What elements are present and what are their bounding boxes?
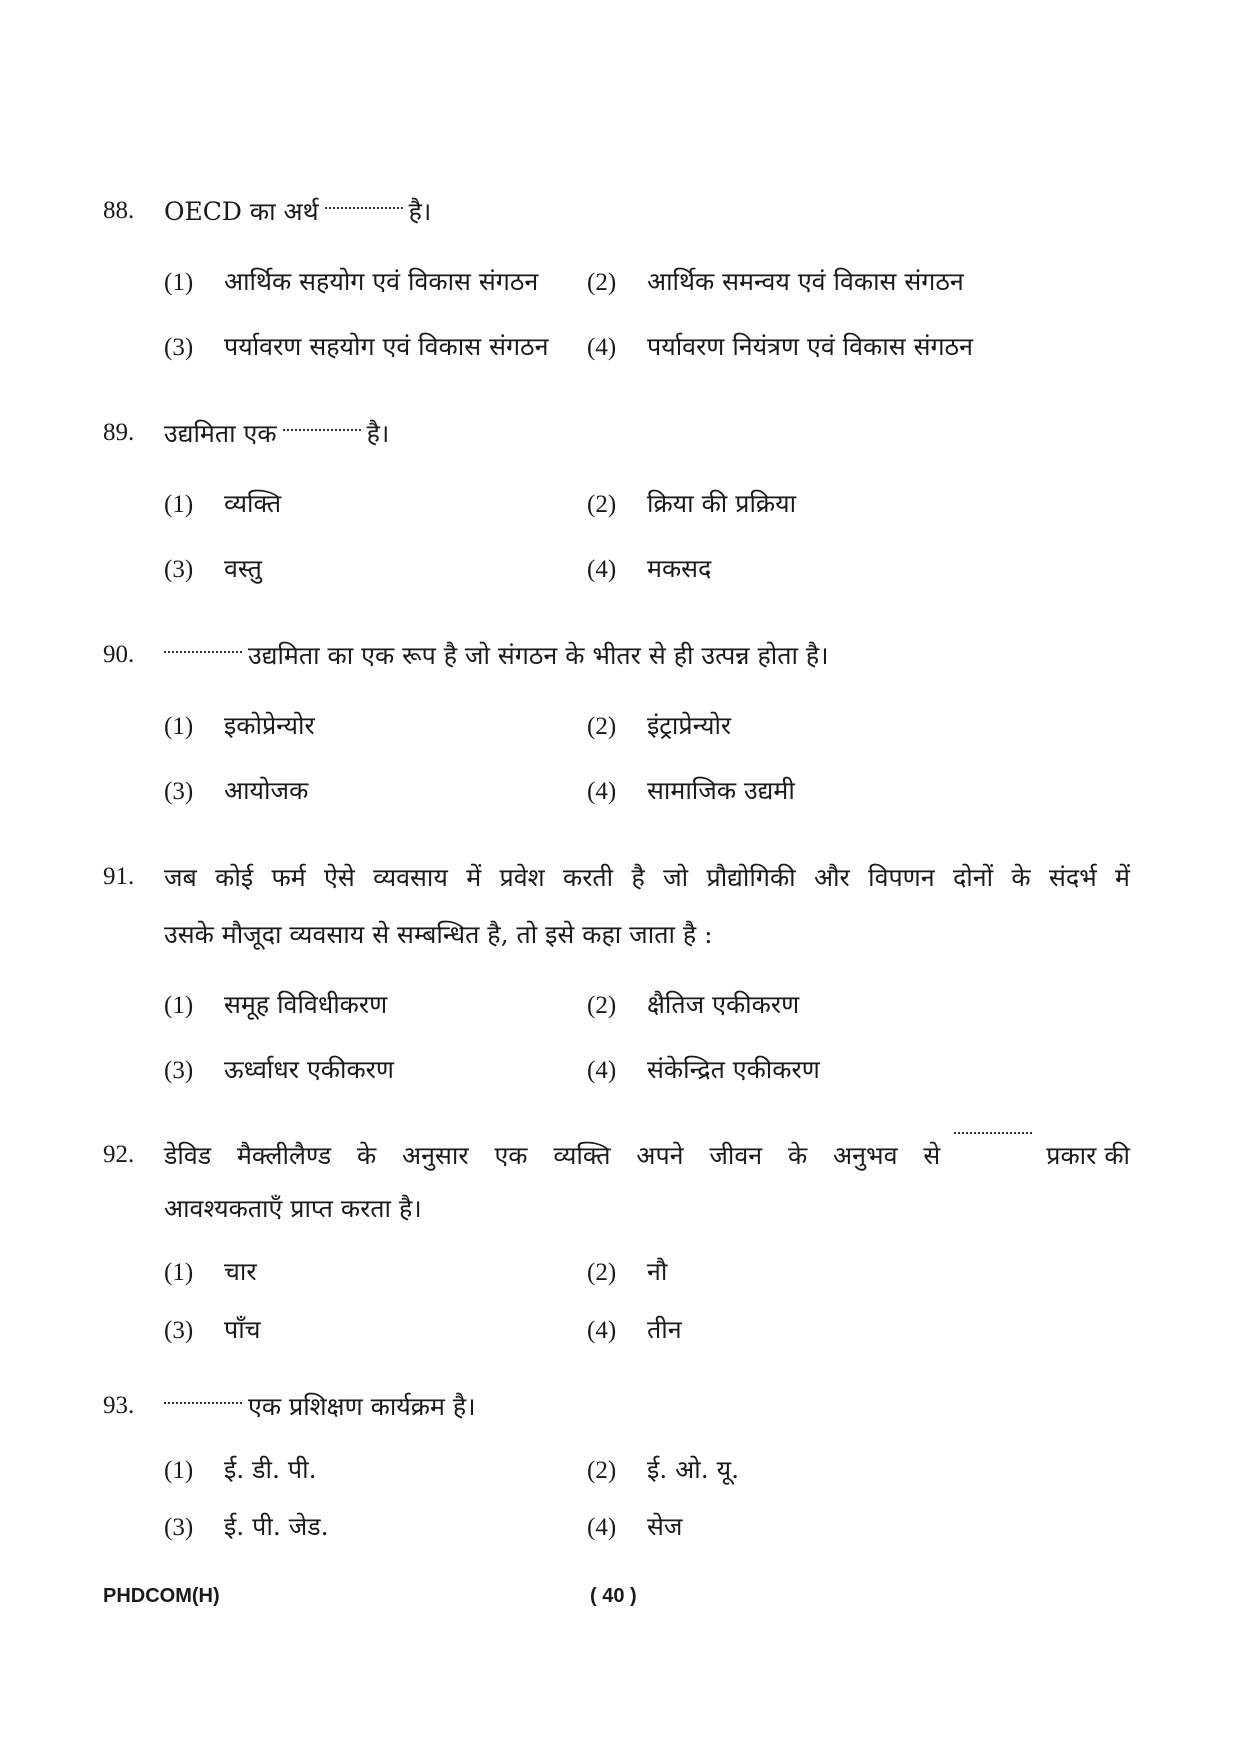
option-number: (1) (164, 1259, 194, 1286)
option-text: पाँच (224, 1315, 261, 1344)
option-text: नौ (647, 1257, 668, 1286)
option-text: वस्तु (224, 554, 262, 583)
option-number: (4) (587, 1514, 617, 1541)
option-4 (587, 1312, 682, 1346)
question-text (164, 194, 431, 228)
question-text-after: एक प्रशिक्षण कार्यक्रम है। (248, 1392, 476, 1421)
option-text: आयोजक (224, 776, 309, 805)
option-1 (164, 1254, 257, 1288)
option-number: (2) (587, 1259, 617, 1286)
option-2 (587, 264, 964, 298)
option-text: मकसद (647, 554, 712, 583)
option-2 (587, 486, 796, 520)
paper-code: PHDCOM(H) (103, 1585, 220, 1607)
option-3 (164, 1509, 329, 1543)
option-number: (3) (164, 556, 194, 583)
option-text: क्षैतिज एकीकरण (647, 990, 800, 1019)
option-number: (4) (587, 334, 617, 361)
blank-dots (954, 1132, 1032, 1134)
question-text-before: उद्यमिता एक (164, 419, 277, 448)
option-number: (2) (587, 713, 617, 740)
option-text: सामाजिक उद्यमी (647, 776, 795, 805)
option-text: चार (224, 1257, 257, 1286)
option-text: आर्थिक समन्वय एवं विकास संगठन (647, 267, 964, 296)
question-line-1 (164, 1138, 1130, 1172)
option-4 (587, 773, 795, 807)
option-number: (3) (164, 1317, 194, 1344)
option-1 (164, 264, 538, 298)
question-number: 89. (103, 419, 135, 446)
option-number: (2) (587, 491, 617, 518)
option-3 (164, 329, 548, 363)
option-number: (1) (164, 269, 194, 296)
option-number: (1) (164, 491, 194, 518)
blank-dots (164, 651, 242, 653)
blank-dots (283, 429, 361, 431)
option-1 (164, 1452, 317, 1486)
question-text-before: OECD का अर्थ (164, 197, 319, 226)
option-number: (3) (164, 1057, 194, 1084)
question-line-2: आवश्यकताएँ प्राप्त करता है। (164, 1194, 422, 1223)
option-number: (1) (164, 1457, 194, 1484)
option-number: (3) (164, 1514, 194, 1541)
question-number: 91. (103, 863, 135, 890)
option-number: (4) (587, 1057, 617, 1084)
question-text-after: उद्यमिता का एक रूप है जो संगठन के भीतर से ही उत्पन्न होता है। (248, 641, 829, 670)
option-number: (1) (164, 992, 194, 1019)
option-2 (587, 708, 731, 742)
option-2 (587, 1254, 667, 1288)
option-text: ई. ओ. यू. (647, 1455, 740, 1484)
option-1 (164, 486, 281, 520)
option-4 (587, 329, 973, 363)
question-number: 92. (103, 1141, 135, 1168)
question-number: 90. (103, 641, 135, 668)
question-text-after: प्रकार की (1046, 1141, 1130, 1170)
option-4 (587, 1509, 682, 1543)
option-text: ऊर्ध्वाधर एकीकरण (224, 1055, 394, 1084)
question-text (164, 1389, 476, 1423)
option-text: ई. पी. जेड. (224, 1512, 329, 1541)
question-text (164, 638, 829, 672)
question-number: 88. (103, 197, 135, 224)
option-number: (4) (587, 1317, 617, 1344)
option-text: पर्यावरण नियंत्रण एवं विकास संगठन (647, 332, 973, 361)
option-number: (4) (587, 556, 617, 583)
option-3 (164, 1312, 261, 1346)
option-3 (164, 551, 262, 585)
option-number: (2) (587, 992, 617, 1019)
question-line-2: उसके मौजूदा व्यवसाय से सम्बन्धित है, तो इसे कहा जाता है : (164, 920, 713, 949)
option-text: इंट्राप्रेन्योर (647, 711, 732, 740)
question-text (164, 416, 389, 450)
option-number: (2) (587, 269, 617, 296)
page-number: ( 40 ) (590, 1585, 637, 1607)
option-number: (3) (164, 778, 194, 805)
option-text: तीन (647, 1315, 682, 1344)
blank-dots (164, 1402, 242, 1404)
option-number: (1) (164, 713, 194, 740)
option-number: (2) (587, 1457, 617, 1484)
question-line-1: जब कोई फर्म ऐसे व्यवसाय में प्रवेश करती है जो प्रौद्योगिकी और विपणन दोनों के संदर्भ में (164, 863, 1130, 892)
option-3 (164, 773, 308, 807)
option-1 (164, 708, 315, 742)
option-number: (3) (164, 334, 194, 361)
blank-dots (325, 207, 403, 209)
option-4 (587, 551, 711, 585)
option-text: सेज (647, 1512, 683, 1541)
question-text-after: है। (366, 419, 390, 448)
option-2 (587, 987, 799, 1021)
option-text: व्यक्ति (224, 489, 282, 518)
option-text: क्रिया की प्रक्रिया (647, 489, 797, 518)
option-text: समूह विविधीकरण (224, 990, 388, 1019)
option-text: पर्यावरण सहयोग एवं विकास संगठन (224, 332, 549, 361)
option-text: आर्थिक सहयोग एवं विकास संगठन (224, 267, 539, 296)
option-text: संकेन्द्रित एकीकरण (647, 1055, 820, 1084)
option-text: ई. डी. पी. (224, 1455, 317, 1484)
option-number: (4) (587, 778, 617, 805)
option-1 (164, 987, 387, 1021)
question-text-after: है। (408, 197, 432, 226)
question-text-before: डेविड मैक्लीलैण्ड के अनुसार एक व्यक्ति अपने जीवन के अनुभव से (164, 1141, 941, 1170)
option-text: इकोप्रेन्योर (224, 711, 315, 740)
option-3 (164, 1052, 394, 1086)
option-4 (587, 1052, 820, 1086)
question-number: 93. (103, 1392, 135, 1419)
option-2 (587, 1452, 739, 1486)
